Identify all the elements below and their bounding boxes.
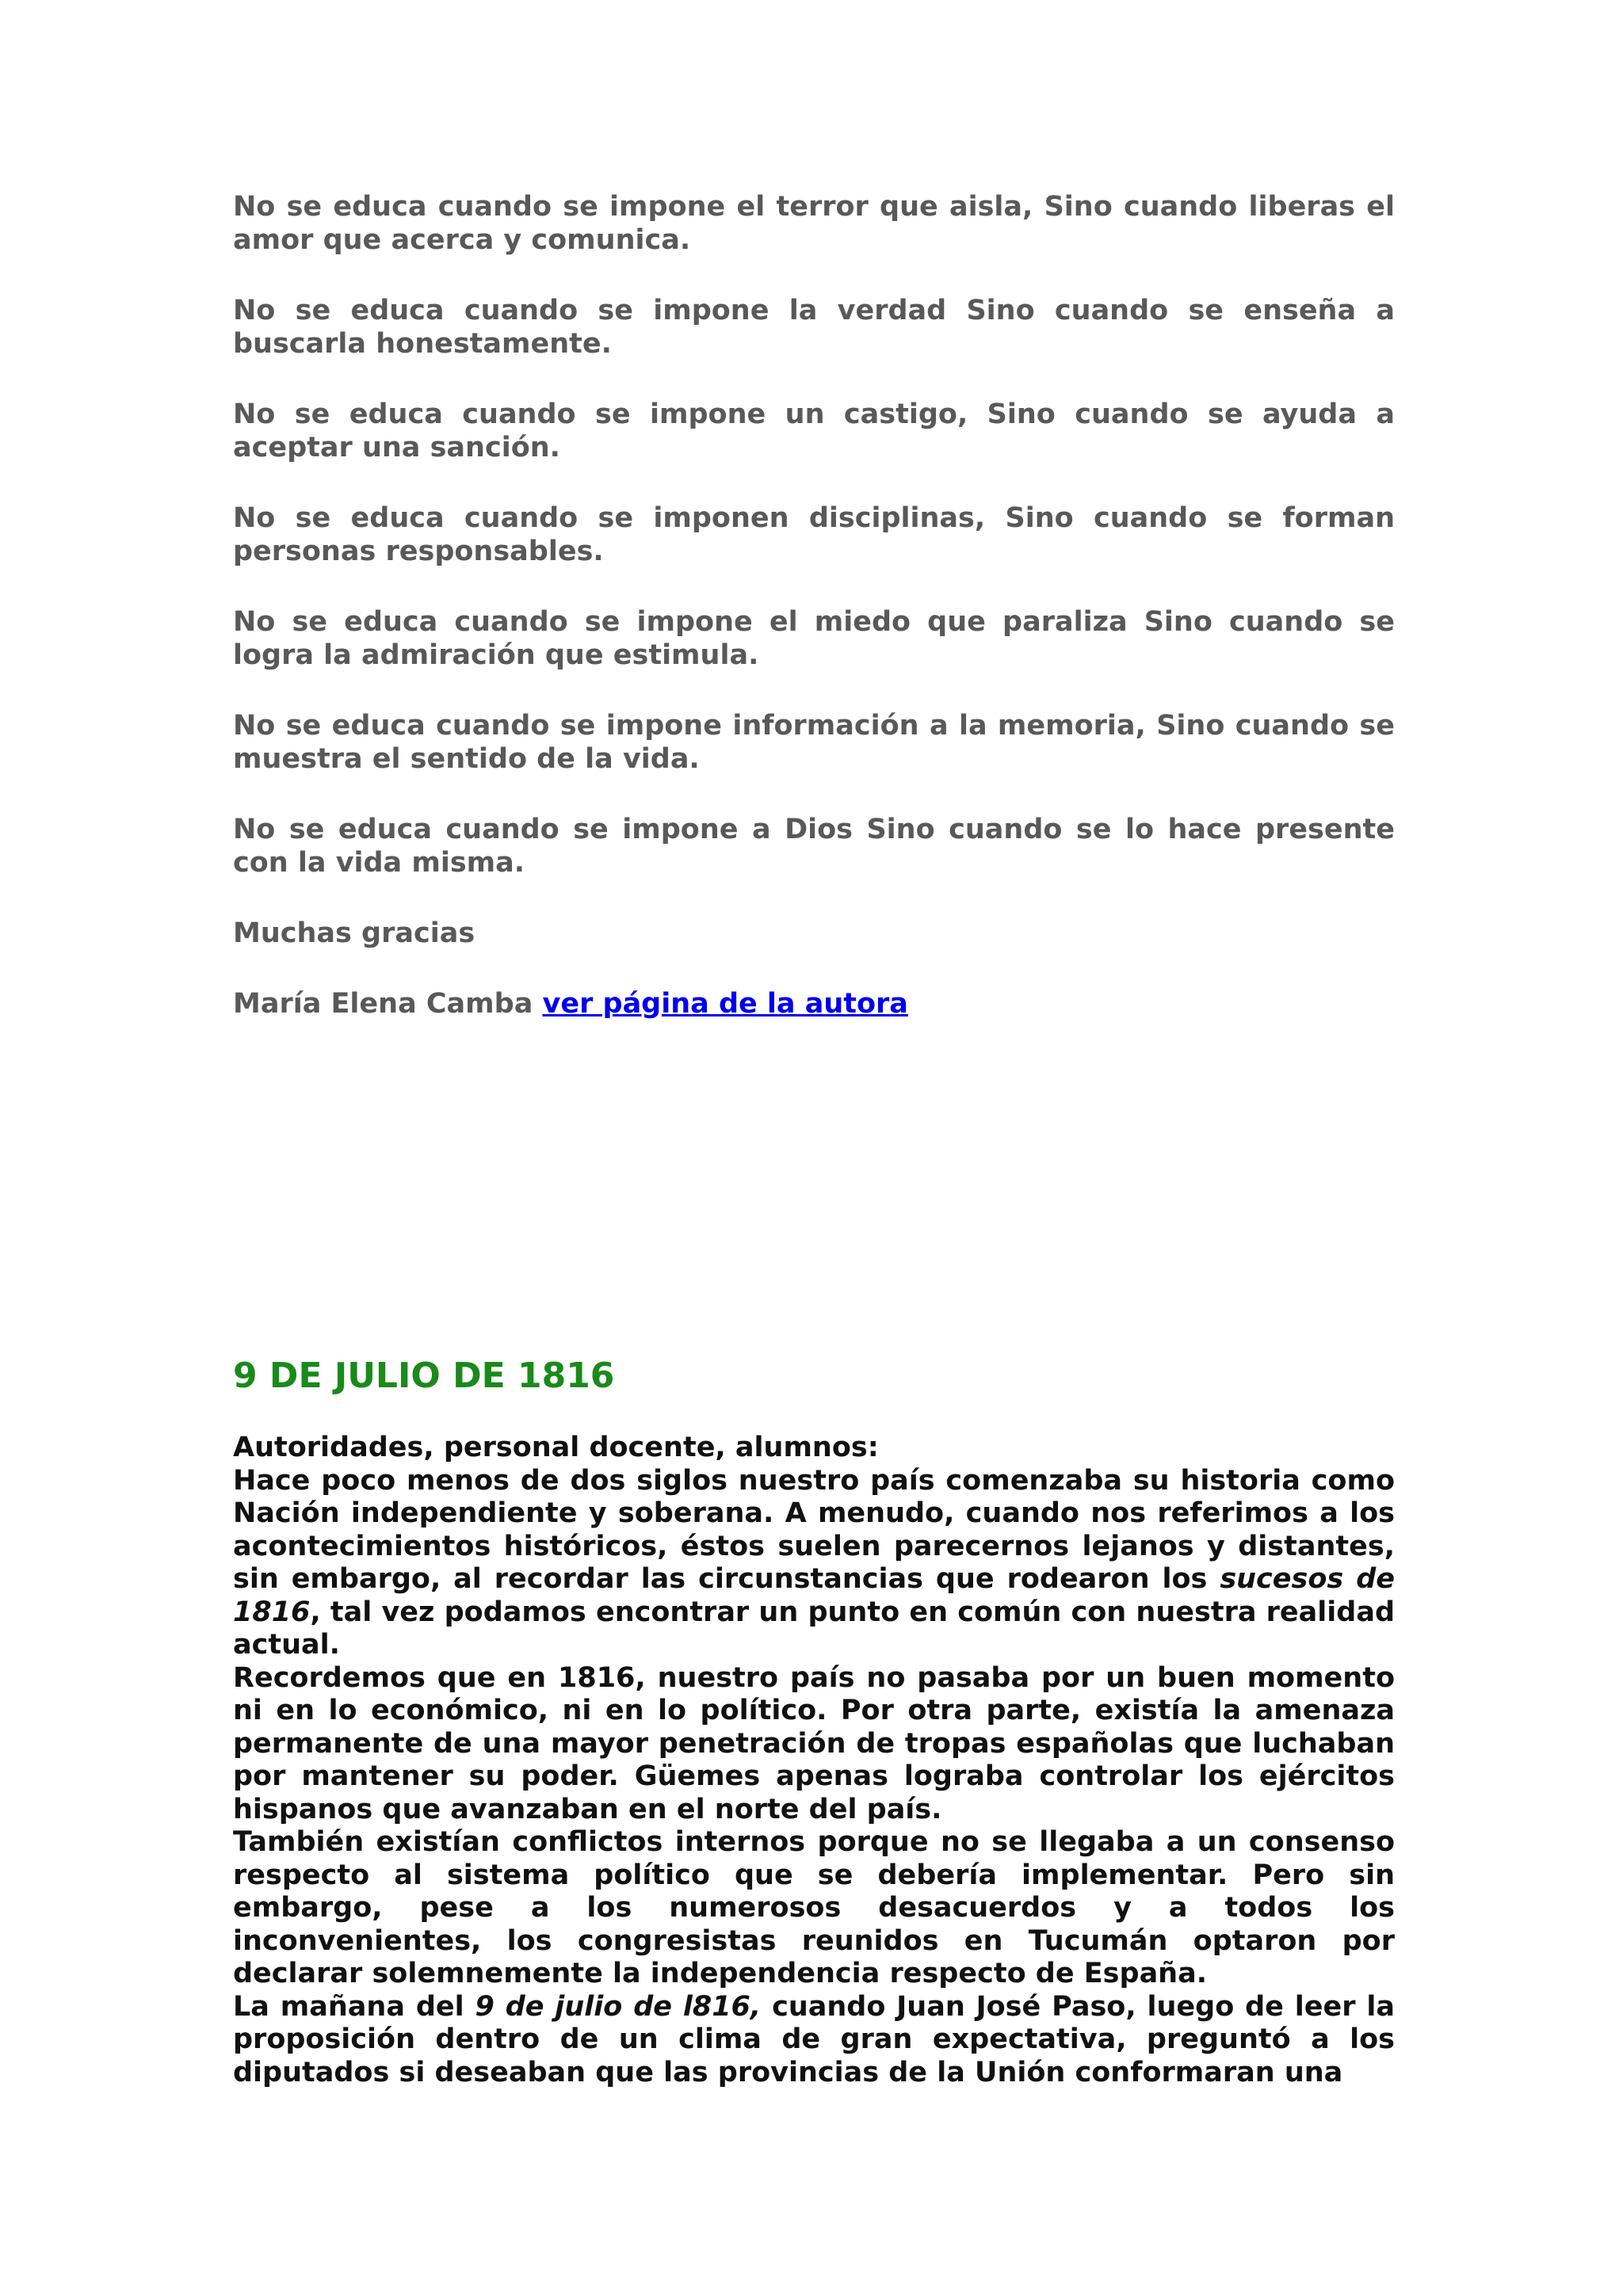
body-paragraph-1-emphasis: sucesos de 1816 <box>233 1563 1396 1628</box>
body-paragraph-4-start: La mañana del <box>233 1990 475 2023</box>
author-page-link[interactable]: ver página de la autora <box>542 988 908 1020</box>
body-paragraph-4-emphasis: 9 de julio de l816, <box>475 1990 762 2023</box>
top-section <box>233 190 1395 1058</box>
body-paragraph-4 <box>233 1991 1395 2090</box>
author-line <box>233 987 1395 1020</box>
body-paragraph-4-end: cuando Juan José Paso, luego de leer la proposición dentro de un clima de gran expectativa, preguntó a los diputados si deseaban que las provincias de la Unión conformaran una <box>233 1990 1395 2088</box>
body-paragraph-3: También existían conflictos internos porque no se llegaba a un consenso respecto al sistema político que se debería implementar. Pero sin embargo, pese a los numerosos desacuerdos y a todos los inconvenientes, los congresistas reunidos en Tucumán optaron por declarar solemnemente la independencia respecto de España. <box>233 1826 1395 1989</box>
paragraph-4: No se educa cuando se imponen disciplinas, Sino cuando se forman personas responsables. <box>233 502 1395 567</box>
body-paragraph-2: Recordemos que en 1816, nuestro país no pasaba por un buen momento ni en lo económico, ni en lo político. Por otra parte, existía la amenaza permanente de una mayor penetración de tropas españolas que luchaban por mantener su poder. Güemes apenas lograba controlar los ejércitos hispanos que avanzaban en el norte del país. <box>233 1661 1395 1825</box>
paragraph-7: No se educa cuando se impone a Dios Sino cuando se lo hace presente con la vida misma. <box>233 814 1395 879</box>
body-paragraph-1-start: Hace poco menos de dos siglos nuestro país comenzaba su historia como Nación independiente y soberana. A menudo, cuando nos referimos a los acontecimientos históricos, éstos suelen parecernos lejanos y distantes, sin embargo, al recordar las circunstancias que rodearon los <box>233 1464 1395 1595</box>
paragraph-6: No se educa cuando se impone información a la memoria, Sino cuando se muestra el sentido de la vida. <box>233 710 1395 775</box>
body-paragraph-1-end: , tal vez podamos encontrar un punto en común con nuestra realidad actual. <box>233 1596 1395 1661</box>
paragraph-3: No se educa cuando se impone un castigo, Sino cuando se ayuda a aceptar una sanción. <box>233 399 1395 463</box>
author-name: María Elena Camba <box>233 988 533 1020</box>
speech-body <box>233 1432 1395 2089</box>
section-heading: 9 DE JULIO DE 1816 <box>233 1356 615 1396</box>
paragraph-5: No se educa cuando se impone el miedo que paraliza Sino cuando se logra la admiración que estimula. <box>233 606 1395 671</box>
paragraph-2: No se educa cuando se impone la verdad Sino cuando se enseña a buscarla honestamente. <box>233 295 1395 360</box>
paragraph-1: No se educa cuando se impone el terror que aisla, Sino cuando liberas el amor que acerca y comunica. <box>233 191 1395 256</box>
greeting: Autoridades, personal docente, alumnos: <box>233 1432 879 1463</box>
thanks-text: Muchas gracias <box>233 917 475 949</box>
body-paragraph-1 <box>233 1465 1395 1662</box>
